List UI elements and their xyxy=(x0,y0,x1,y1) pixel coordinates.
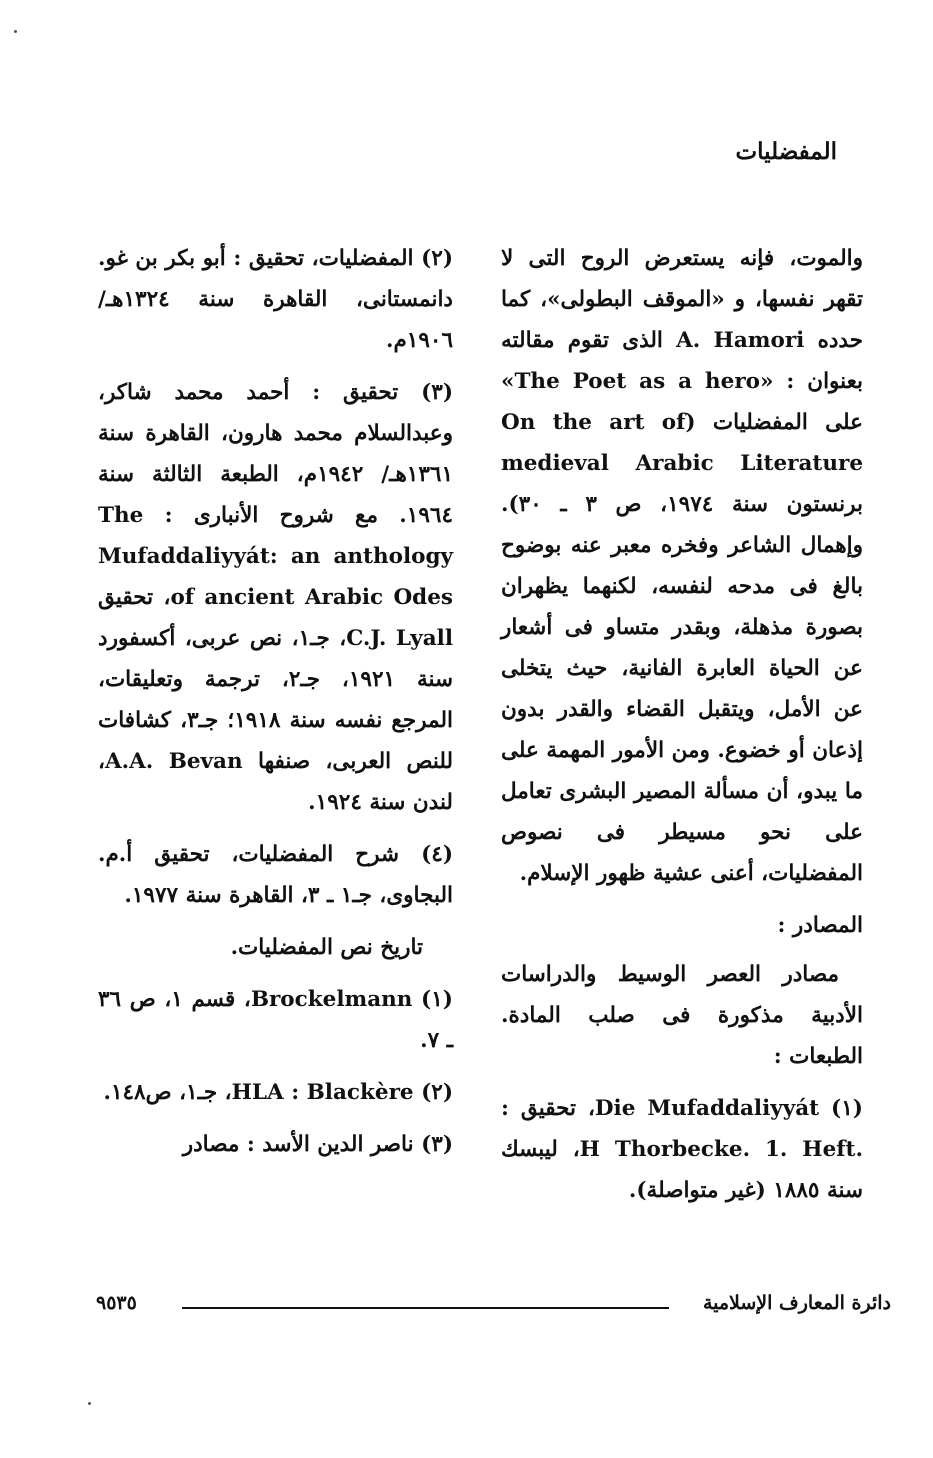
edition-entry-2: (٢) المفضليات، تحقيق : أبو بكر بن غو. دانمستانى، القاهرة سنة ١٣٢٤هـ/ ١٩٠٦م. xyxy=(98,246,453,353)
sources-heading: المصادر : xyxy=(777,913,863,938)
body-paragraph: والموت، فإنه يستعرض الروح التى لا تقهر نفسها، و «الموقف البطولى»، كما حدده A. Hamori الذى تقوم مقالته بعنوان : «The Poet as a hero» على المفضليات (On the art of medieval Arabic Literature برنستون سنة ١٩٧٤، ص ٣ ـ ٣٠). وإهمال الشاعر وفخره معبر عنه بوضوح بالغ فى مدحه لنفسه، لكنهما يظهران بصورة مذهلة، وبقدر متساو فى أشعار عن الحياة العابرة الفانية، حيث يتخلى عن الأمل، ويتقبل القضاء والقدر بدون إذعان أو خضوع. ومن الأمور المهمة على ما يبدو، أن مسألة المصير البشرى تعامل على نحو مسيطر فى نصوص المفضليات، أعنى عشية ظهور الإسلام. xyxy=(501,246,864,886)
footer-rule xyxy=(182,1307,669,1309)
history-entry-1: (١) Brockelmann، قسم ١، ص ٣٦ ـ ٧. xyxy=(98,987,453,1053)
left-column xyxy=(98,238,453,1176)
history-entry-2: (٢) HLA : Blackère، جـ١، ص١٤٨. xyxy=(103,1080,453,1105)
right-column xyxy=(501,238,863,1222)
running-header: المفضليات xyxy=(735,138,837,165)
sources-intro: مصادر العصر الوسيط والدراسات الأدبية مذكورة فى صلب المادة. الطبعات : xyxy=(501,962,863,1069)
edition-entry-4: (٤) شرح المفضليات، تحقيق أ.م. البجاوى، جـ١ ـ ٣، القاهرة سنة ١٩٧٧. xyxy=(98,842,453,908)
edition-entry-1: (١) Die Mufaddaliyyát، تحقيق : .H Thorbecke. 1. Heft، ليبسك سنة ١٨٨٥ (غير متواصلة). xyxy=(501,1096,863,1203)
text-history-heading: تاريخ نص المفضليات. xyxy=(230,935,423,960)
history-entry-3: (٣) ناصر الدين الأسد : مصادر xyxy=(182,1132,453,1157)
footer-encyclopedia-title: دائرة المعارف الإسلامية xyxy=(702,1292,891,1314)
page-footer xyxy=(96,1292,891,1322)
edition-entry-3: (٣) تحقيق : أحمد محمد شاكر، وعبدالسلام محمد هارون، القاهرة سنة ١٣٦١هـ/ ١٩٤٢م، الطبعة الثالثة سنة ١٩٦٤. مع شروح الأنبارى : The Mufaddaliyyát: an anthology of ancient Arabic Odes، تحقيق C.J. Lyall، جـ١، نص عربى، أكسفورد سنة ١٩٢١، جـ٢، ترجمة وتعليقات، المرجع نفسه سنة ١٩١٨؛ جـ٣، كشافات للنص العربى، صنفها A.A. Bevan، لندن سنة ١٩٢٤. xyxy=(98,380,453,815)
scan-speck xyxy=(14,30,17,33)
scan-speck xyxy=(88,1402,91,1405)
page-number: ٩٥٣٥ xyxy=(96,1292,137,1314)
